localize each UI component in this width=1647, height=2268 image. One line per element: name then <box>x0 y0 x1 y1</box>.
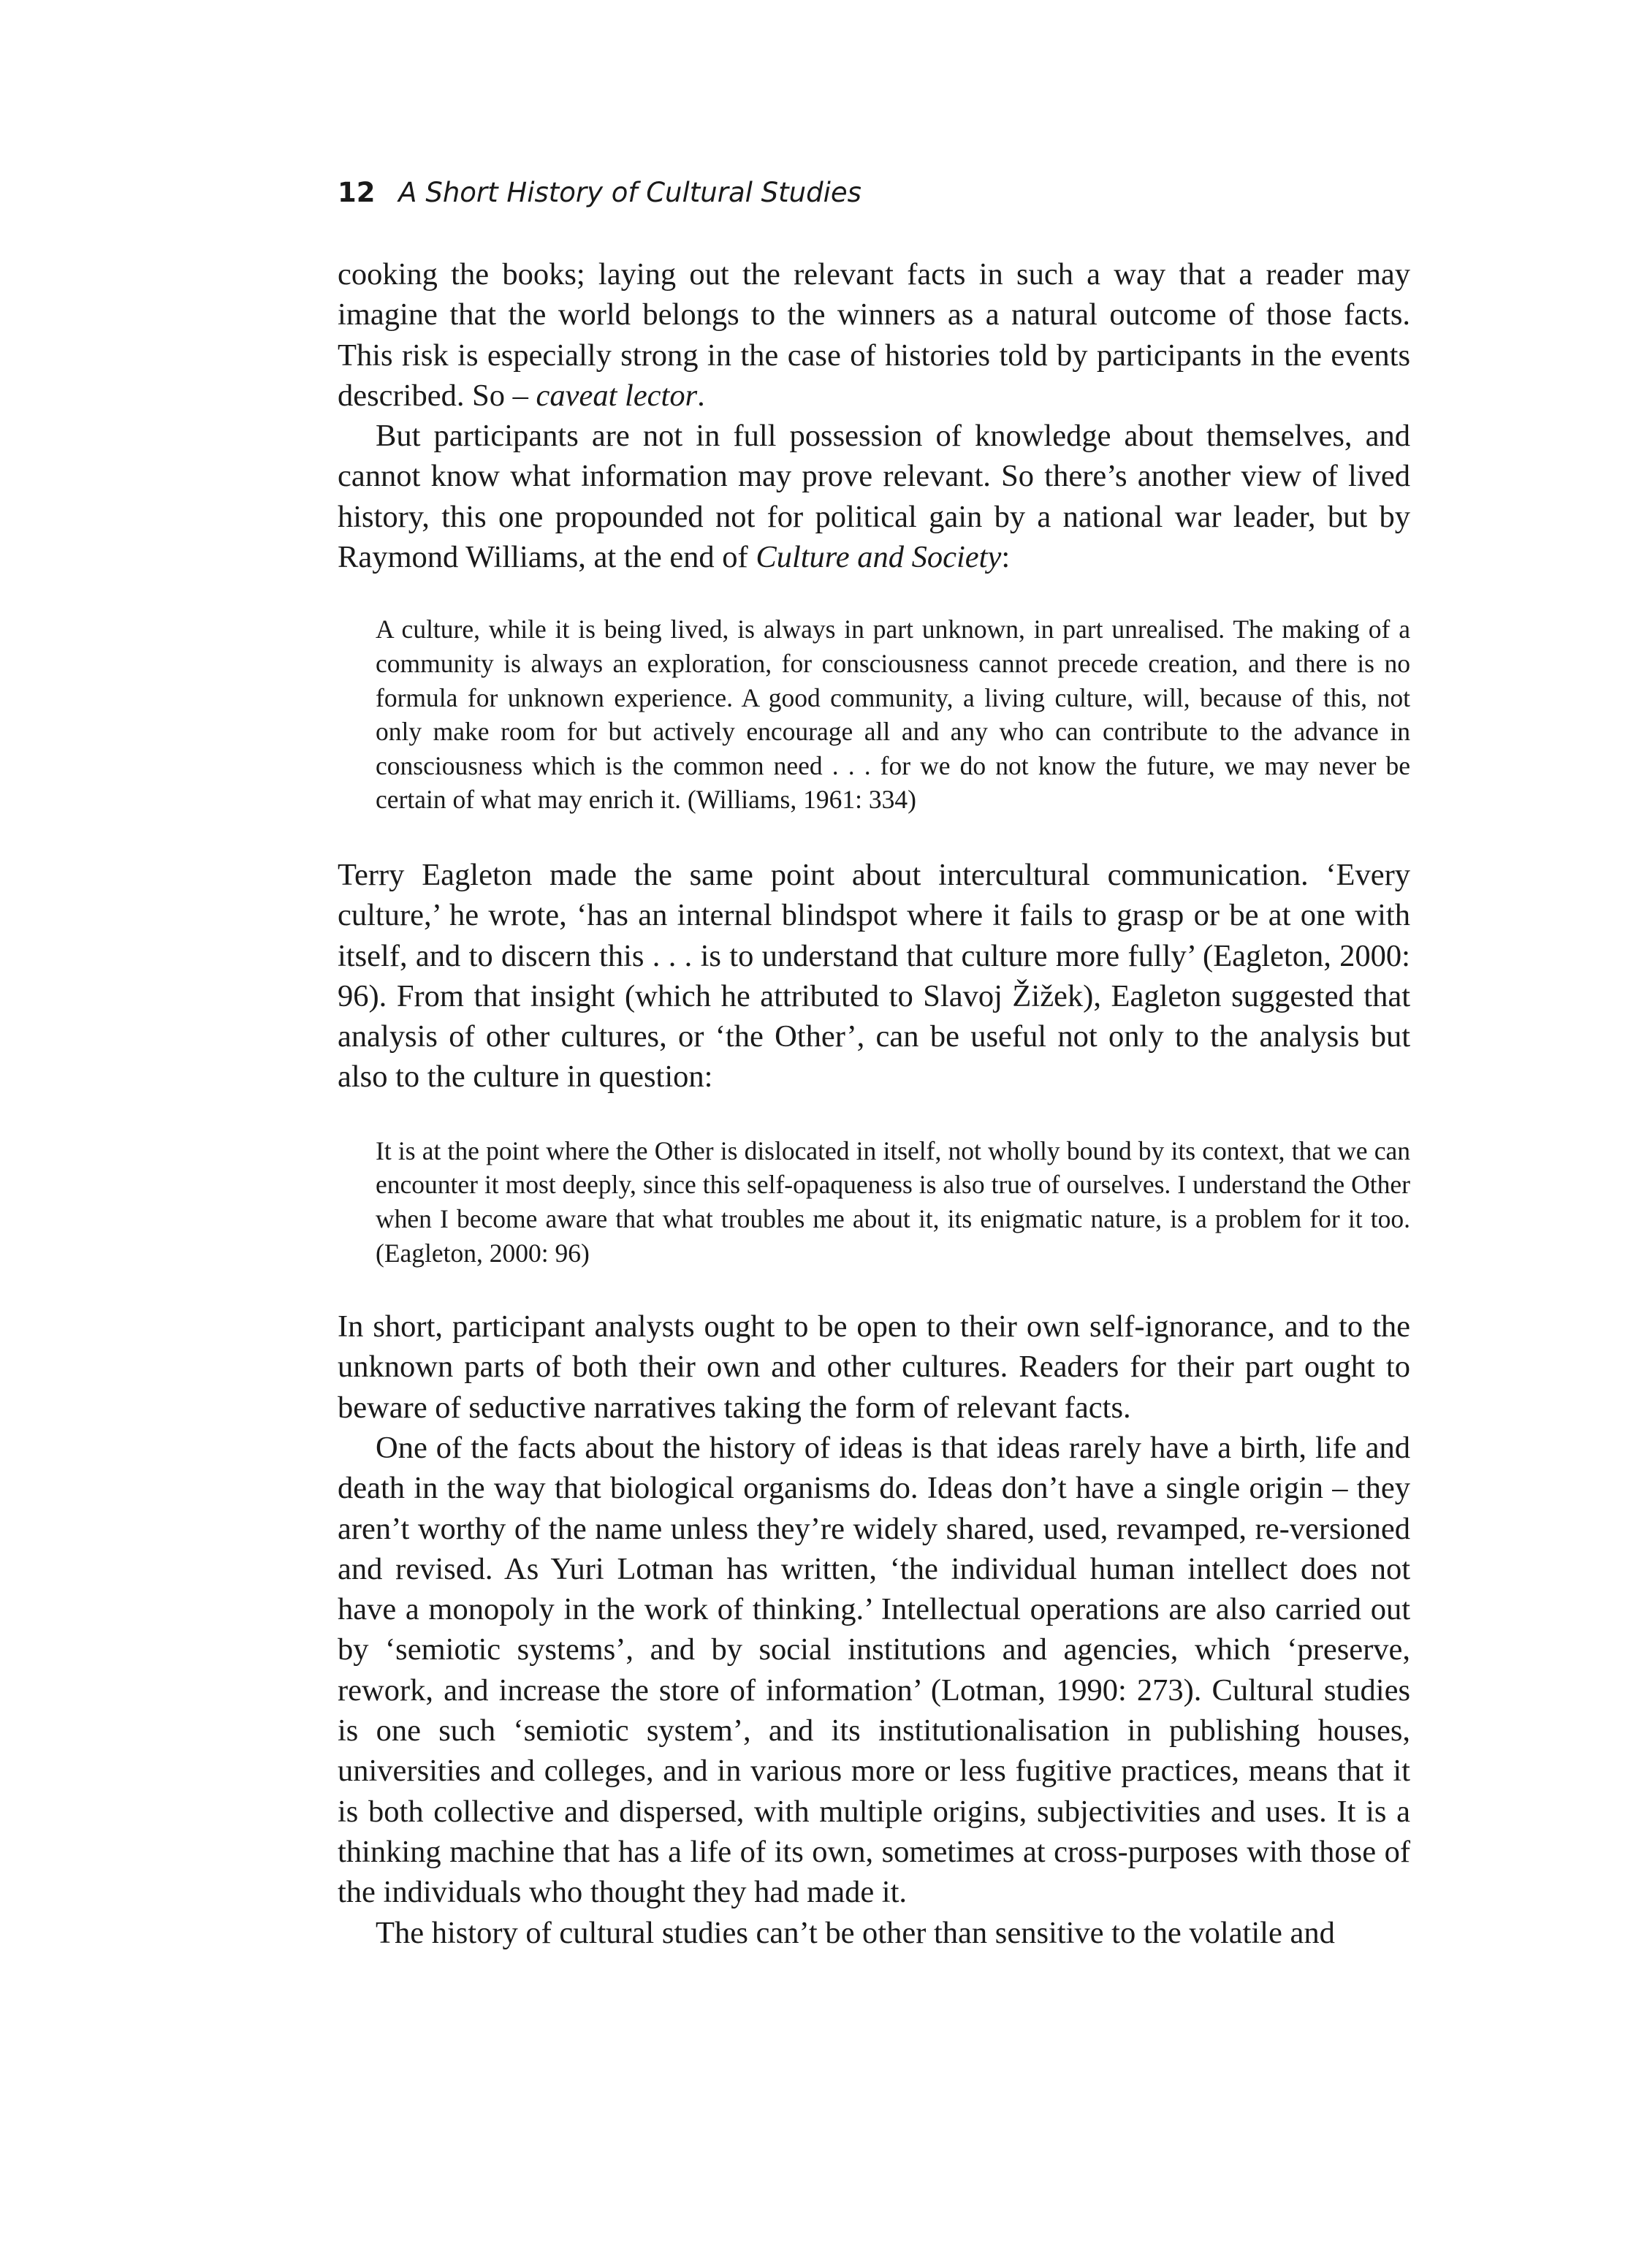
paragraph-6: The history of cultural studies can’t be other than sensitive to the volatile and <box>376 1915 1335 1950</box>
caveat-lector-italic: caveat lector <box>536 378 698 413</box>
book-title: A Short History of Cultural Studies <box>398 177 861 208</box>
paragraph-1-text: cooking the books; laying out the relevant facts in such a way that a reader may imagine that the world belongs to the winners as a natural outcome of those facts. This risk is especially strong in the case of histories told by participants in the events described. So – <box>338 257 1410 413</box>
paragraph-3: Terry Eagleton made the same point about intercultural communication. ‘Every culture,’ he wrote, ‘has an internal blindspot where it fails to grasp or be at one with itself, and to discern this . . . is to understand that culture more fully’ (Eagleton, 2000: 96). From that insight (which he attributed to Slavoj Žižek), Eagleton suggested that analysis of other cultures, or ‘the Other’, can be useful not only to the analysis but also to the culture in question: <box>338 857 1410 1095</box>
running-head <box>338 172 1410 213</box>
paragraph-2-end: : <box>1001 540 1011 575</box>
paragraph-5: One of the facts about the history of ideas is that ideas rarely have a birth, life and death in the way that biological organisms do. Ideas don’t have a single origin – they aren’t worthy of the name unless they’re widely shared, used, revamped, re-versioned and revised. As Yuri Lotman has written, ‘the individual human intellect does not have a monopoly in the work of thinking.’ Intellectual operations are also carried out by ‘semiotic systems’, and by social institutions and agencies, which ‘preserve, rework, and increase the store of information’ (Lotman, 1990: 273). Cultural studies is one such ‘semiotic system’, and its institutionalisation in publishing houses, universities and colleges, and in various more or less fugitive practices, means that it is both collective and dispersed, with multiple origins, subjectivities and uses. It is a thinking machine that has a life of its own, sometimes at cross-purposes with those of the individuals who thought they had made it. <box>338 1430 1410 1910</box>
paragraph-1-end: . <box>697 378 705 413</box>
block-quote-williams: A culture, while it is being lived, is always in part unknown, in part unrealised. The making of a community is always an exploration, for consciousness cannot precede creation, and there is no formula for unknown experience. A good community, a living culture, will, because of this, not only make room for but actively encourage all and any who can contribute to the advance in consciousness which is the common need . . . for we do not know the future, we may never be certain of what may enrich it. (Williams, 1961: 334) <box>376 614 1410 815</box>
paragraph-2 <box>338 416 1410 577</box>
paragraph-2-text: But participants are not in full possession of knowledge about themselves, and cannot know what information may prove relevant. So there’s another view of lived history, this one propounded not for political gain by a national war leader, but by Raymond Williams, at the end of <box>338 419 1410 575</box>
paragraph-1 <box>338 254 1410 416</box>
block-quote-eagleton: It is at the point where the Other is dislocated in itself, not wholly bound by its context, that we can encounter it most deeply, since this self-opaqueness is also true of ourselves. I understand the Other when I become aware that what troubles me about it, its enigmatic nature, is a problem for it too. (Eagleton, 2000: 96) <box>376 1135 1410 1268</box>
page-number: 12 <box>338 177 376 208</box>
culture-and-society-italic: Culture and Society <box>756 540 1002 575</box>
book-page <box>338 172 1410 1953</box>
paragraph-4: In short, participant analysts ought to be open to their own self-ignorance, and to the unknown parts of both their own and other cultures. Readers for their part ought to beware of seductive narratives taking the form of relevant facts. <box>338 1309 1410 1425</box>
